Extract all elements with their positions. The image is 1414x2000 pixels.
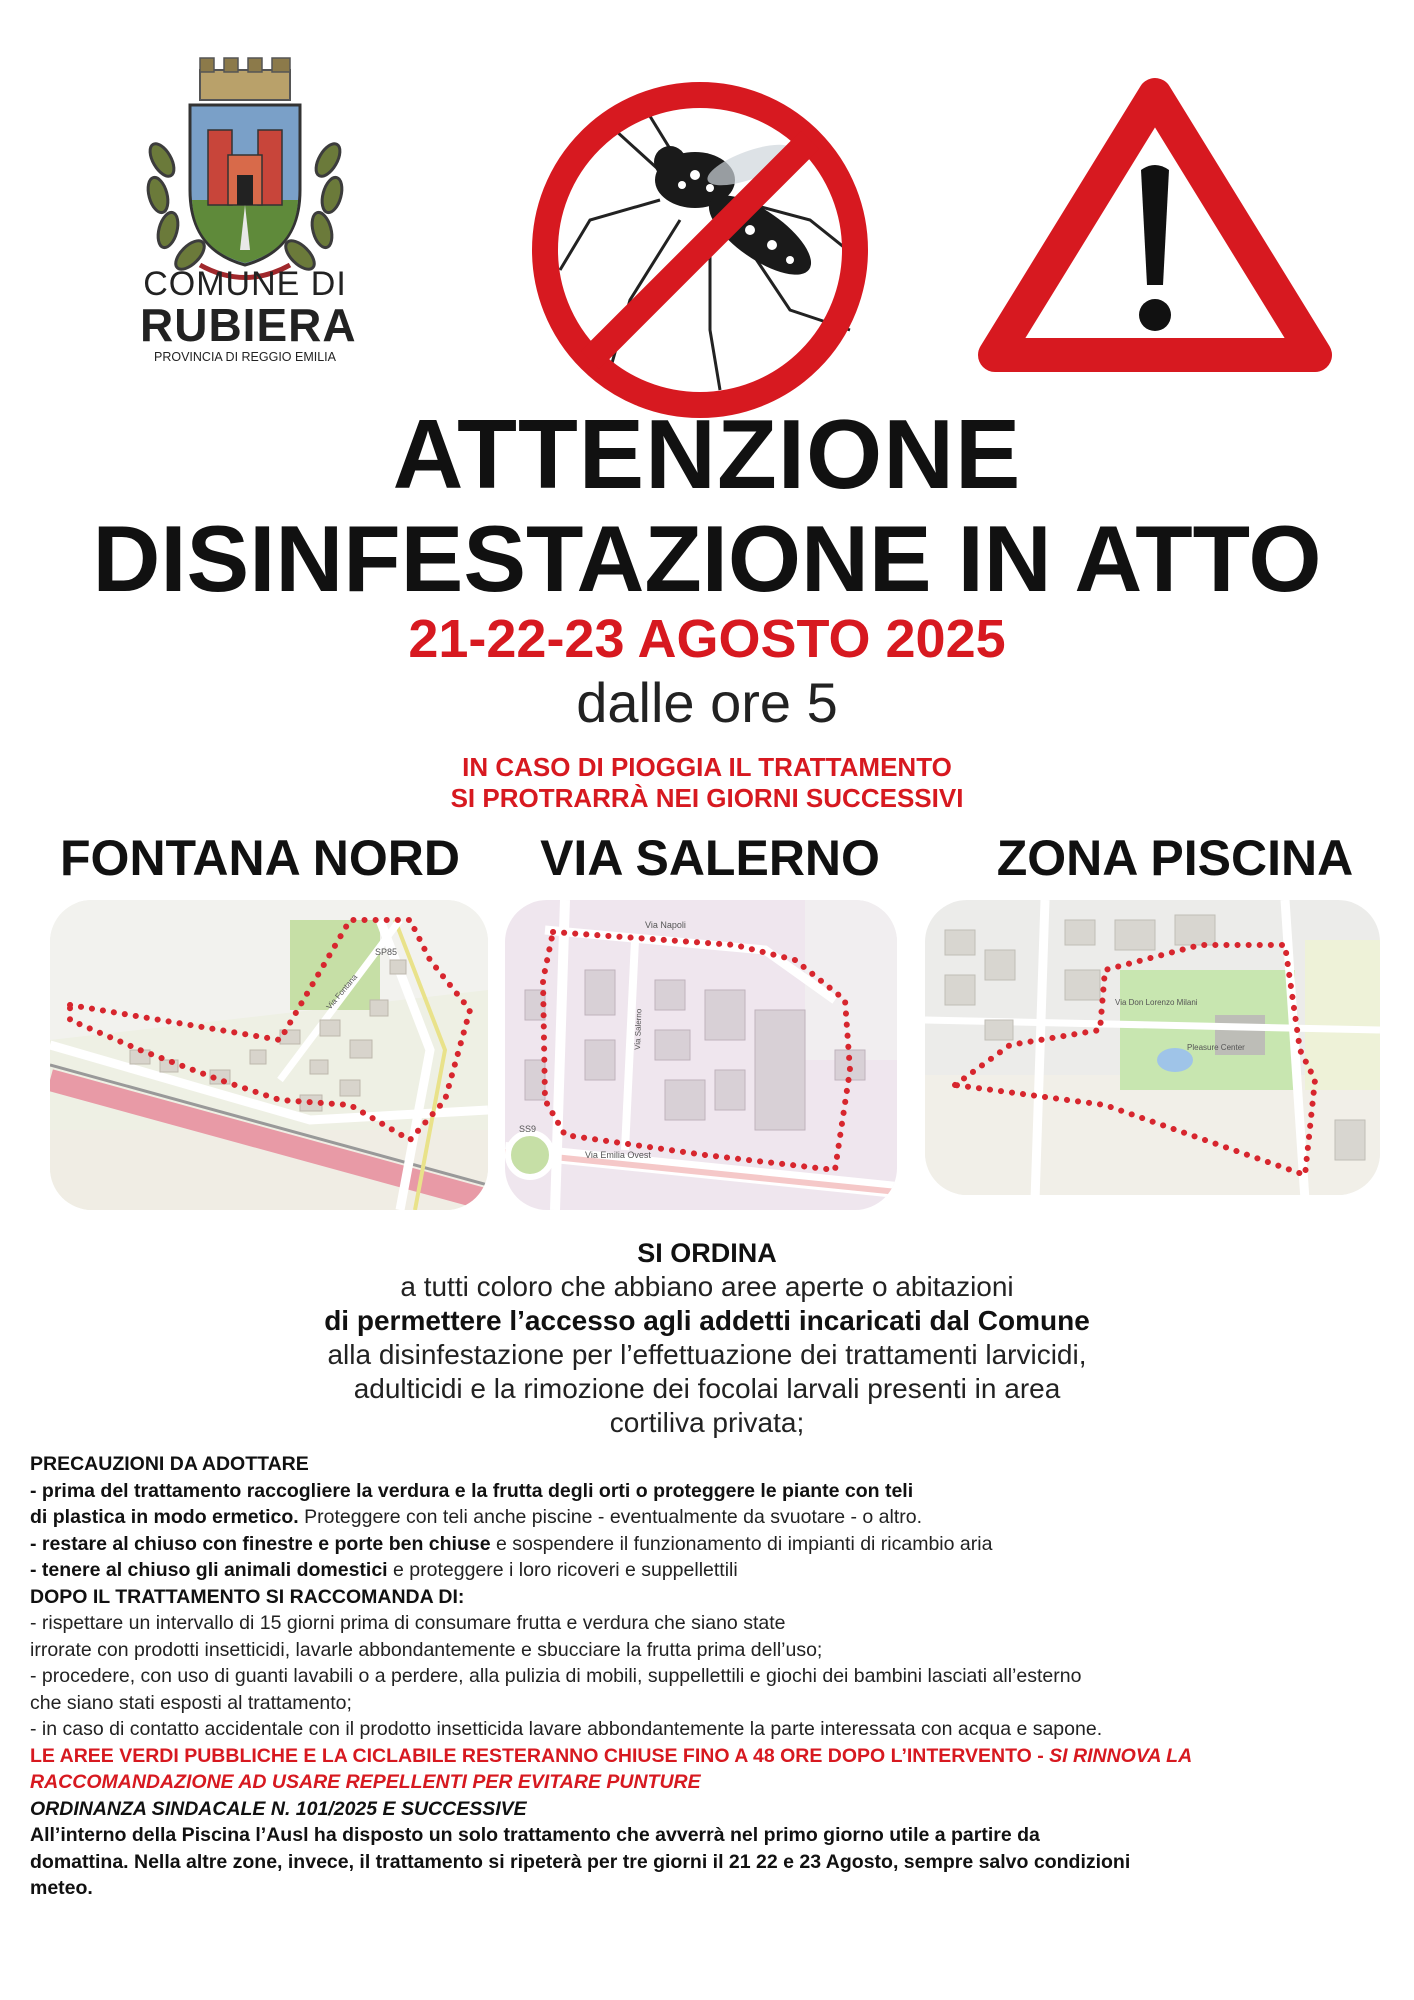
map3-label-street: Via Don Lorenzo Milani bbox=[1115, 998, 1198, 1007]
map-via-salerno bbox=[505, 900, 897, 1210]
order-line-5: cortiliva privata; bbox=[609, 1407, 805, 1438]
map2-label-ss9: SS9 bbox=[519, 1124, 537, 1134]
rain-notice bbox=[0, 752, 1414, 814]
precaution-2-rest: e sospendere il funzionamento di impianti di ricambio aria bbox=[490, 1532, 993, 1555]
after-2b: che siano stati esposti al trattamento; bbox=[30, 1691, 352, 1714]
final-1: All’interno della Piscina l’Ausl ha disposto un solo trattamento che avverrà nel primo giorno utile a partire da bbox=[30, 1824, 1040, 1847]
precaution-3: - tenere al chiuso gli animali domestici bbox=[30, 1559, 388, 1582]
after-1: - rispettare un intervallo di 15 giorni prima di consumare frutta e verdura che siano state bbox=[30, 1612, 786, 1635]
start-hour: dalle ore 5 bbox=[576, 671, 838, 734]
closure-notice: LE AREE VERDI PUBBLICHE E LA CICLABILE RESTERANNO CHIUSE FINO A 48 ORE DOPO L’INTERVENTO - bbox=[30, 1744, 1050, 1767]
map3-label-pool: Pleasure Center bbox=[1187, 1043, 1245, 1052]
order-line-3: alla disinfestazione per l’effettuazione dei trattamenti larvicidi, bbox=[327, 1339, 1087, 1370]
after-3: - in caso di contatto accidentale con il prodotto insetticida lavare abbondantemente la parte interessata con acqua e sapone. bbox=[30, 1718, 1103, 1741]
order-line-1: a tutti coloro che abbiano aree aperte o abitazioni bbox=[400, 1271, 1014, 1302]
map-zona-piscina bbox=[925, 900, 1380, 1195]
map2-label-salerno: Via Salerno bbox=[633, 1008, 644, 1051]
map1-label-road: Via Fontana bbox=[324, 972, 360, 1012]
order-line-2: di permettere l’accesso agli addetti incaricati dal Comune bbox=[324, 1305, 1090, 1336]
zone-title-zona-piscina: ZONA PISCINA bbox=[996, 830, 1354, 886]
zone-title-fontana-nord: FONTANA NORD bbox=[60, 830, 460, 886]
precaution-1: - prima del trattamento raccogliere la verdura e la frutta degli orti o proteggere le piante con teli bbox=[30, 1479, 914, 1502]
map1-label-sp85: SP85 bbox=[375, 947, 398, 957]
precautions-block bbox=[30, 1451, 1400, 1902]
comune-province: PROVINCIA DI REGGIO EMILIA bbox=[154, 350, 336, 364]
map2-label-napoli: Via Napoli bbox=[645, 920, 686, 930]
comune-name: RUBIERA bbox=[140, 299, 357, 351]
after-2: - procedere, con uso di guanti lavabili o a perdere, alla pulizia di mobili, suppellettili e giochi dei bambini lasciati all’esterno bbox=[30, 1665, 1082, 1688]
final-2: domattina. Nella altre zone, invece, il trattamento si ripeterà per tre giorni il 21 22 e 23 Agosto, sempre salvo condizioni bbox=[30, 1850, 1131, 1873]
dates: 21-22-23 AGOSTO 2025 bbox=[408, 609, 1006, 669]
after-1b: irrorate con prodotti insetticidi, lavarle abbondantemente e sbucciare la frutta prima dell’uso; bbox=[30, 1638, 823, 1661]
title-attenzione: ATTENZIONE bbox=[392, 399, 1022, 509]
map2-label-emilia: Via Emilia Ovest bbox=[585, 1150, 651, 1160]
rain-notice-line2: SI PROTRARRÀ NEI GIORNI SUCCESSIVI bbox=[450, 783, 964, 814]
ordinance-ref: ORDINANZA SINDACALE N. 101/2025 E SUCCESSIVE bbox=[30, 1797, 527, 1820]
repellent-notice-2: RACCOMANDAZIONE AD USARE REPELLENTI PER EVITARE PUNTURE bbox=[30, 1771, 701, 1794]
precaution-1b: di plastica in modo ermetico. bbox=[30, 1506, 299, 1529]
precaution-3-rest: e proteggere i loro ricoveri e suppellettili bbox=[387, 1559, 738, 1582]
order-line-4: adulticidi e la rimozione dei focolai larvali presenti in area bbox=[353, 1373, 1061, 1404]
precaution-1b-rest: Proteggere con teli anche piscine - eventualmente da svuotare - o altro. bbox=[298, 1506, 923, 1529]
title-disinfestazione: DISINFESTAZIONE IN ATTO bbox=[92, 506, 1322, 611]
map-fontana-nord bbox=[50, 900, 488, 1210]
no-mosquito-icon bbox=[520, 70, 880, 430]
warning-triangle-icon bbox=[975, 75, 1335, 375]
precaution-2: - restare al chiuso con finestre e porte ben chiuse bbox=[30, 1532, 491, 1555]
order-title: SI ORDINA bbox=[637, 1238, 777, 1268]
precautions-heading: PRECAUZIONI DA ADOTTARE bbox=[30, 1453, 309, 1475]
comune-label: COMUNE DI bbox=[143, 265, 347, 303]
repellent-notice-1: SI RINNOVA LA bbox=[1049, 1744, 1193, 1767]
final-3: meteo. bbox=[30, 1877, 93, 1900]
rain-notice-line1: IN CASO DI PIOGGIA IL TRATTAMENTO bbox=[462, 752, 952, 782]
zone-title-via-salerno: VIA SALERNO bbox=[540, 830, 880, 886]
after-heading: DOPO IL TRATTAMENTO SI RACCOMANDA DI: bbox=[30, 1585, 465, 1608]
